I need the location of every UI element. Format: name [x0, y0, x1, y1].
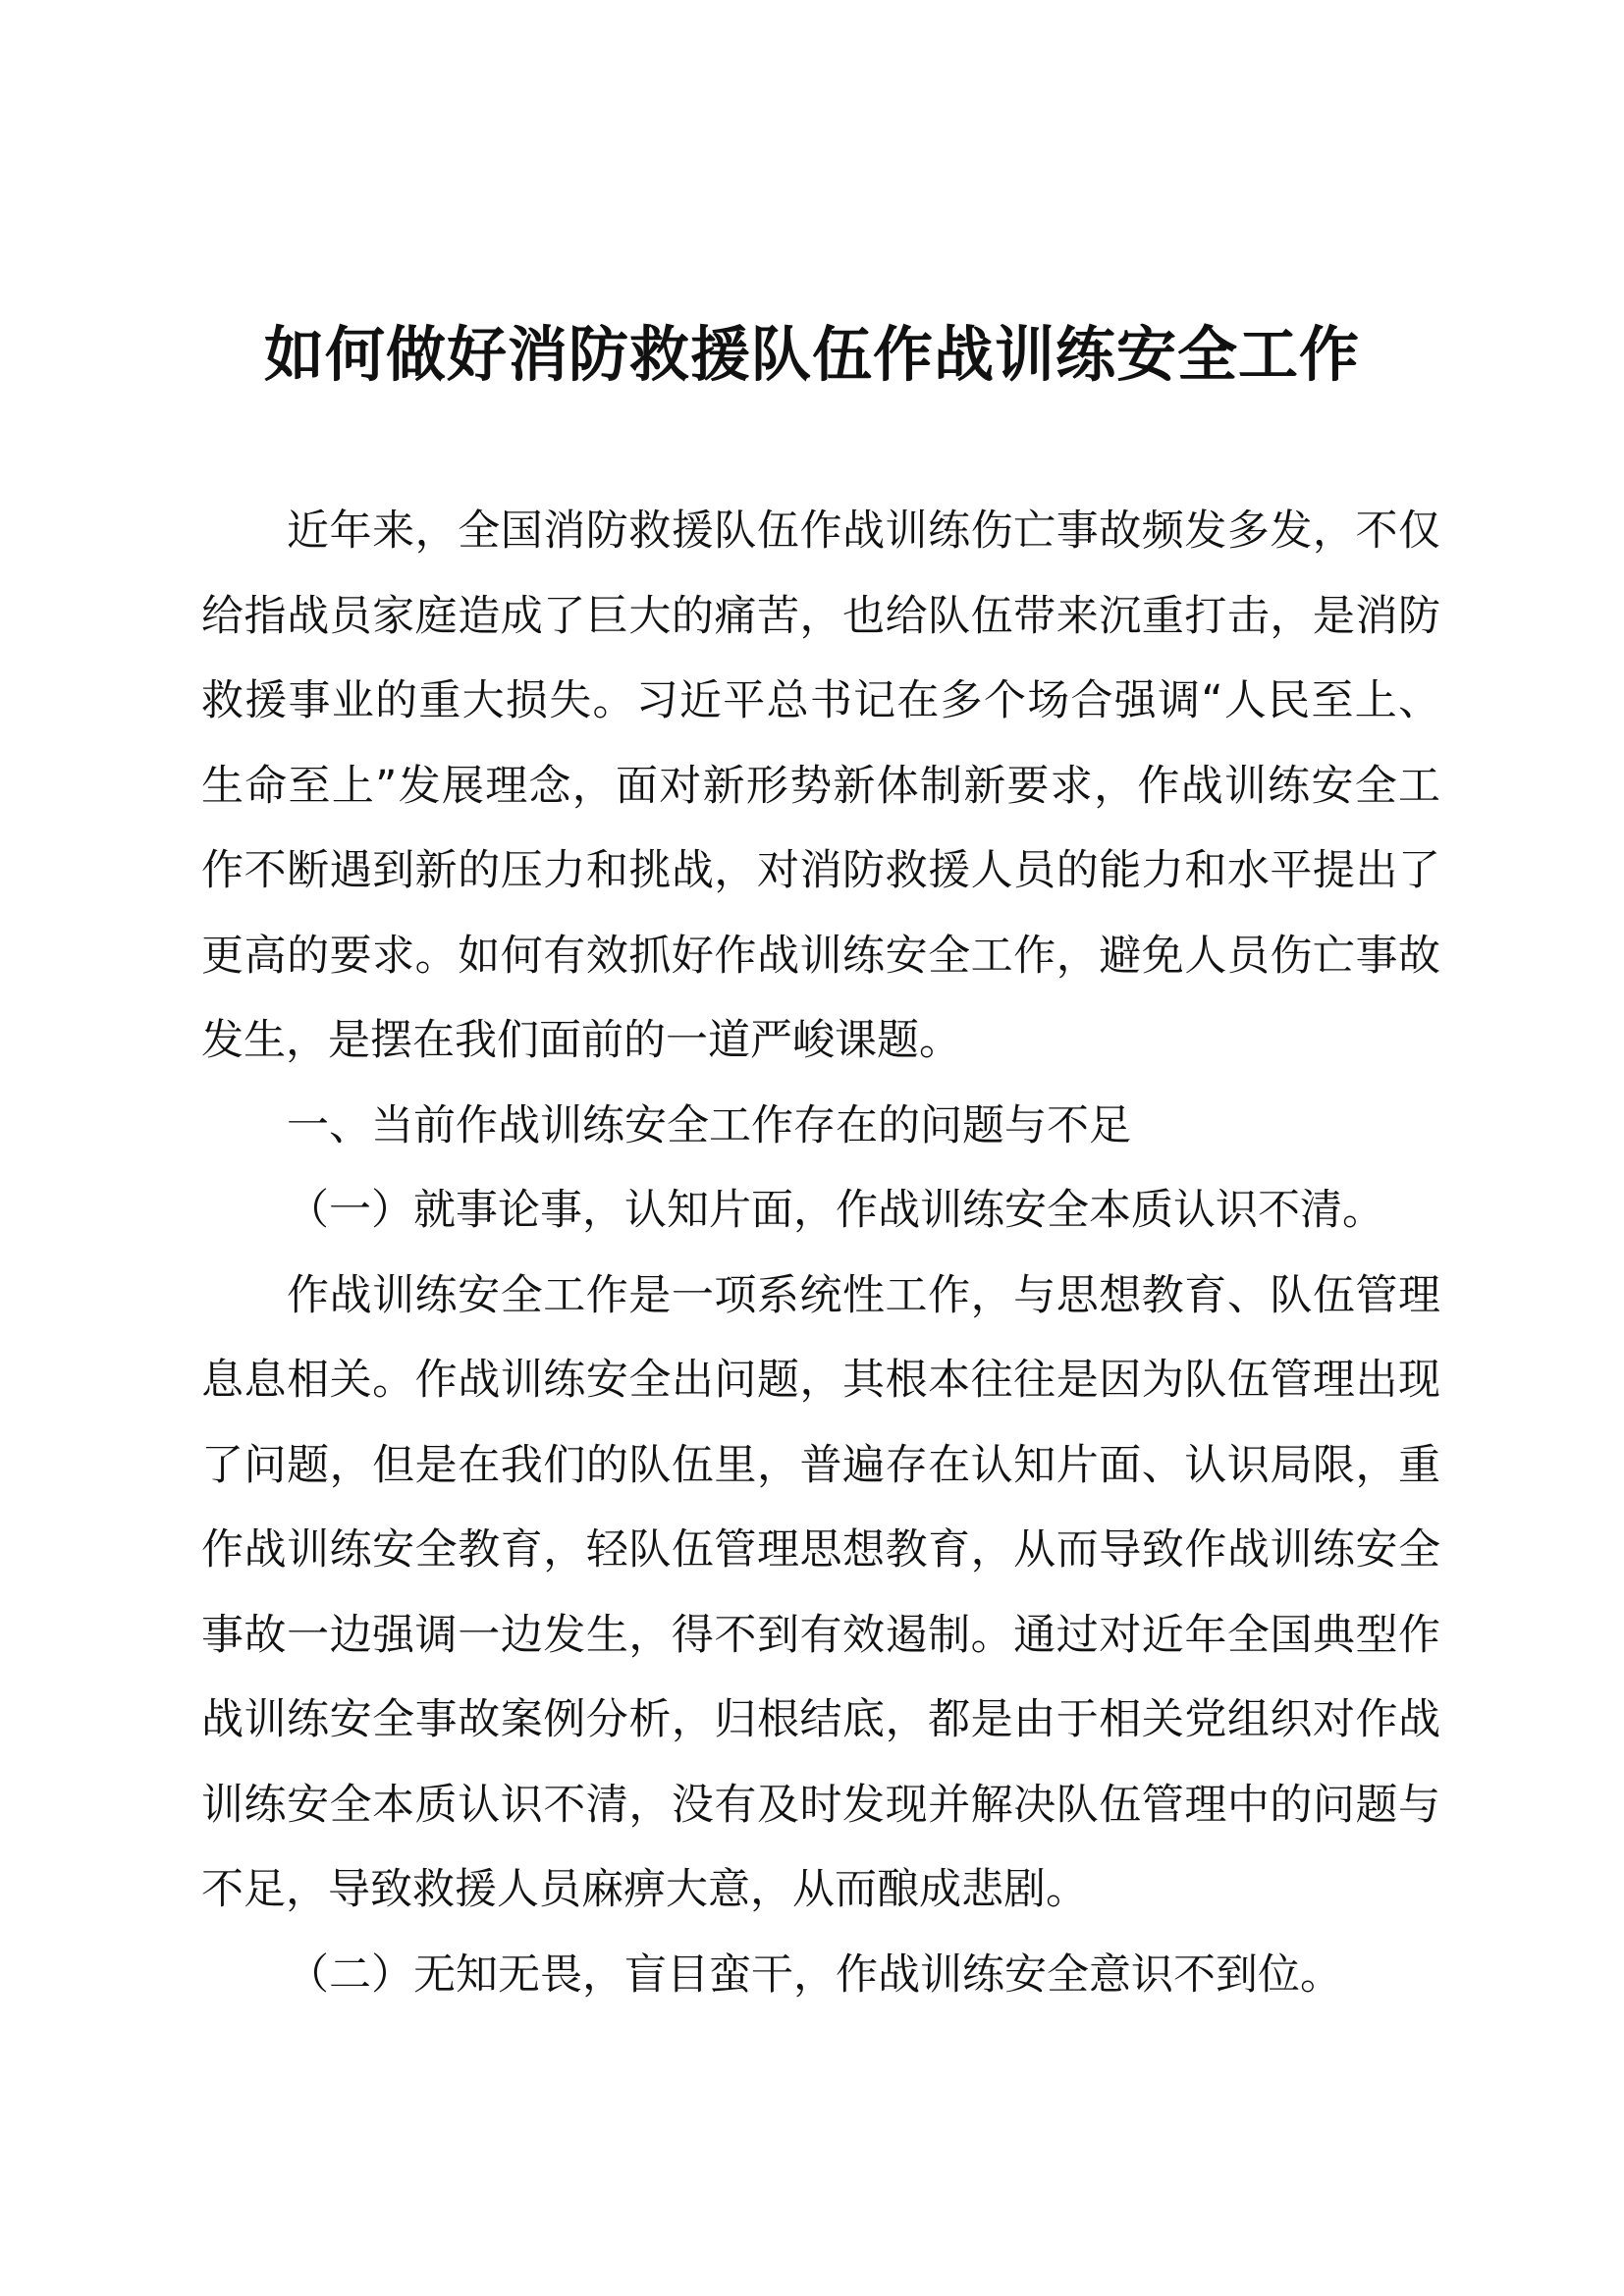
document-title: 如何做好消防救援队伍作战训练安全工作: [263, 320, 1360, 390]
paragraph-intro: 近年来，全国消防救援队伍作战训练伤亡事故频发多发，不仅给指战员家庭造成了巨大的痛苦，也给队伍带来沉重打击，是消防救援事业的重大损失。习近平总书记在多个场合强调“人民至上、生命至上”发展理念，面对新形势新体制新要求，作战训练安全工作不断遇到新的压力和挑战，对消防救援人员的能力和水平提出了更高的要求。如何有效抓好作战训练安全工作，避免人员伤亡事故发生，是摆在我们面前的一道严峻课题。: [201, 507, 1440, 1065]
document-body: [201, 489, 1440, 2017]
paragraph-subsection-1: 作战训练安全工作是一项系统性工作，与思想教育、队伍管理息息相关。作战训练安全出问题，其根本往往是因为队伍管理出现了问题，但是在我们的队伍里，普遍存在认知片面、认识局限，重作战训练安全教育，轻队伍管理思想教育，从而导致作战训练安全事故一边强调一边发生，得不到有效遏制。通过对近年全国典型作战训练安全事故案例分析，归根结底，都是由于相关党组织对作战训练安全本质认识不清，没有及时发现并解决队伍管理中的问题与不足，导致救援人员麻痹大意，从而酿成悲剧。: [201, 1270, 1440, 1914]
subsection-heading-1: （一）就事论事，认知片面，作战训练安全本质认识不清。: [287, 1186, 1384, 1235]
section-heading-1: 一、当前作战训练安全工作存在的问题与不足: [287, 1100, 1131, 1150]
subsection-heading-2: （二）无知无畏，盲目蛮干，作战训练安全意识不到位。: [287, 1949, 1342, 2000]
